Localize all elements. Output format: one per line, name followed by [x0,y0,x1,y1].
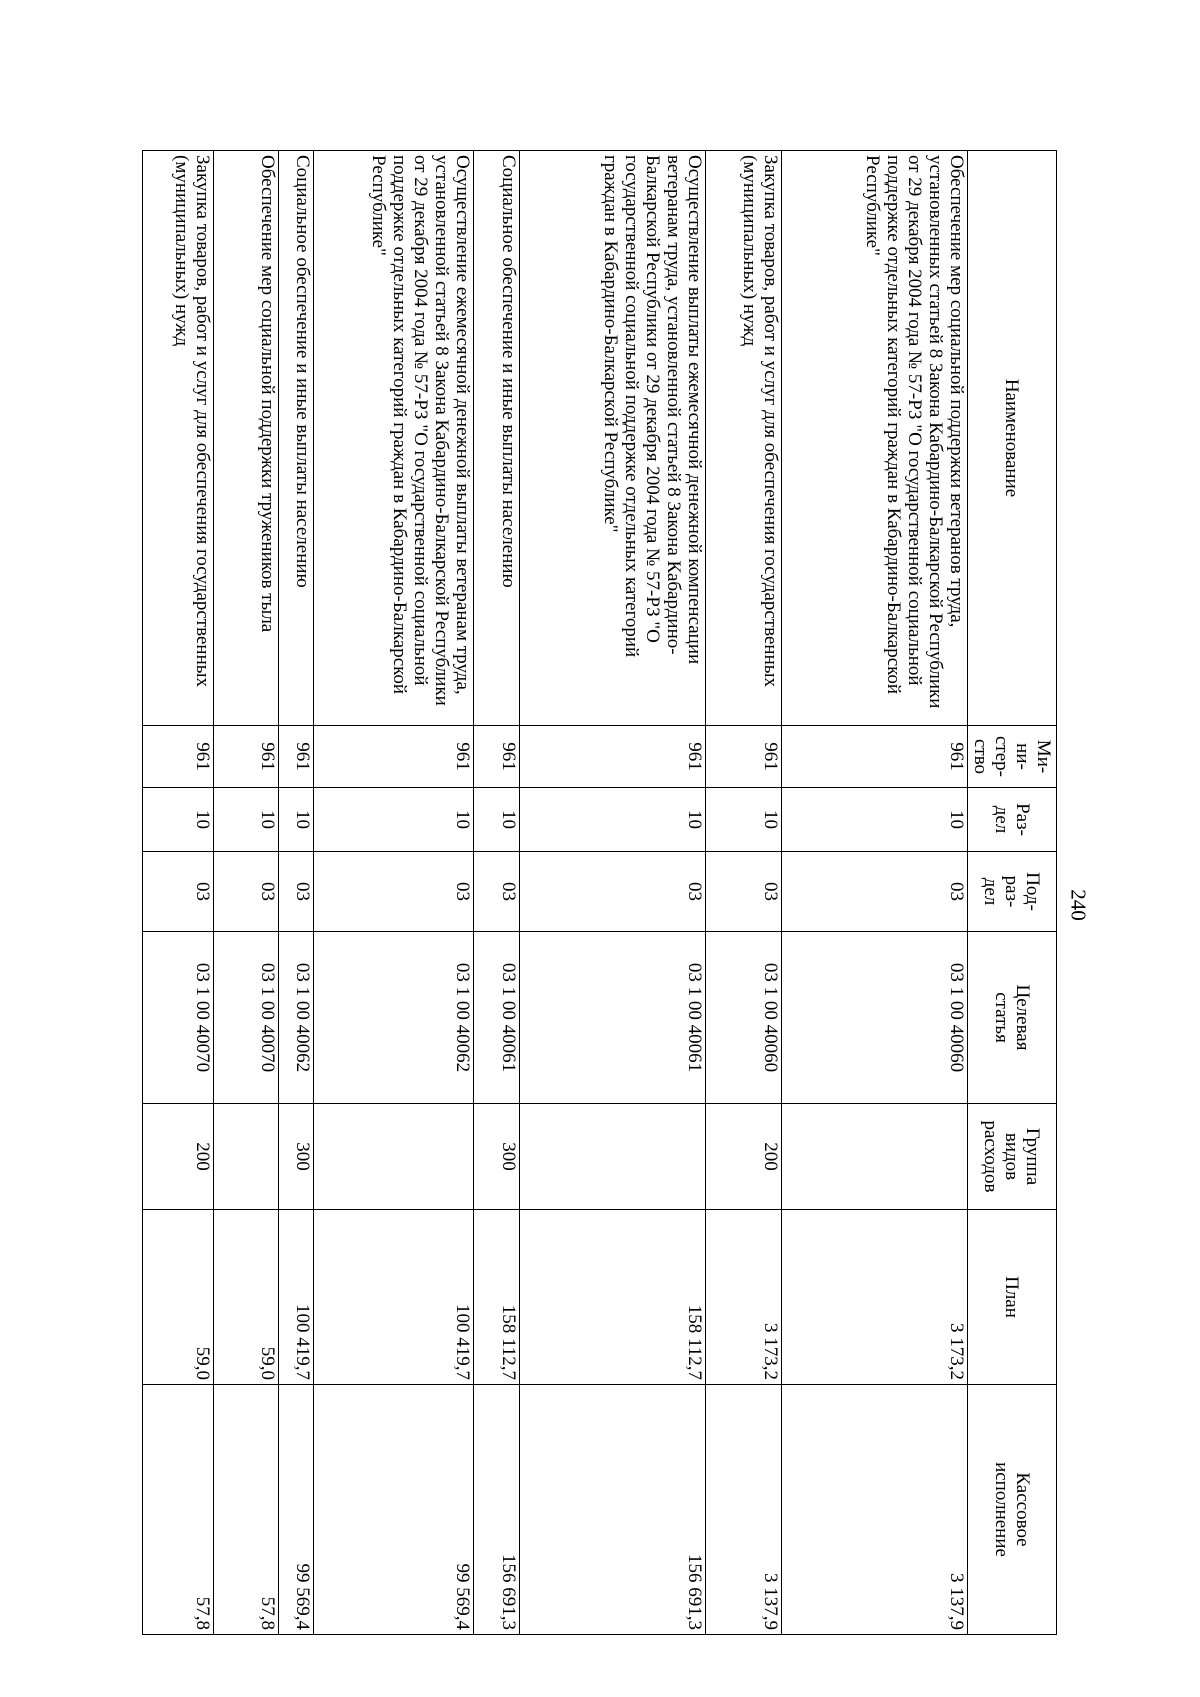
row-exec: 57,8 [143,1385,214,1635]
row-ministry: 961 [279,726,314,788]
row-subsection: 03 [143,852,214,932]
row-group: 200 [706,1104,782,1210]
header-plan: План [968,1210,1057,1385]
row-ministry: 961 [519,726,705,788]
row-group [519,1104,705,1210]
header-ministry: Ми- ни- стер- ство [968,726,1057,788]
table-row [314,151,474,1635]
header-section: Раз- дел [968,788,1057,852]
row-exec: 3 137,9 [706,1385,782,1635]
row-target: 03 1 00 40060 [781,932,967,1104]
row-subsection: 03 [279,852,314,932]
row-name: Обеспечение мер социальной поддержки ветеранов труда, установленных статьей 8 Закона Кабардино-Балкарской Республики от 29 декабря 2004 года № 57-РЗ "О государственной социальной поддержке отдельных категорий граждан в Кабардино-Балкарской Республике" [781,151,967,726]
row-target: 03 1 00 40062 [314,932,474,1104]
row-exec: 99 569,4 [279,1385,314,1635]
row-subsection: 03 [519,852,705,932]
row-subsection: 03 [213,852,278,932]
row-group: 300 [279,1104,314,1210]
header-target: Целевая статья [968,932,1057,1104]
row-subsection: 03 [314,852,474,932]
row-subsection: 03 [474,852,519,932]
row-plan: 3 173,2 [706,1210,782,1385]
row-section: 10 [474,788,519,852]
header-group: Группа видов расходов [968,1104,1057,1210]
table-row [474,151,519,1635]
row-exec: 99 569,4 [314,1385,474,1635]
row-group: 200 [143,1104,214,1210]
table-row [706,151,782,1635]
header-name: Наименование [968,151,1057,726]
row-group [213,1104,278,1210]
rotated-table-container [142,150,1057,1634]
row-plan: 3 173,2 [781,1210,967,1385]
row-ministry: 961 [213,726,278,788]
rotated-table-wrapper [142,150,1057,1634]
row-plan: 59,0 [213,1210,278,1385]
row-name: Закупка товаров, работ и услуг для обеспечения государственных (муниципальных) нужд [706,151,782,726]
row-name: Осуществление выплаты ежемесячной денежной компенсации ветеранам труда, установленной статьей 8 Закона Кабардино-Балкарской Республики от 29 декабря 2004 года № 57-РЗ "О государственной социальной поддержке отдельных категорий граждан в Кабардино-Балкарской Республике" [519,151,705,726]
row-subsection: 03 [706,852,782,932]
row-name: Осуществление ежемесячной денежной выплаты ветеранам труда, установленной статьей 8 Закона Кабардино-Балкарской Республики от 29 декабря 2004 года № 57-РЗ "О государственной социальной поддержке отдельных категорий граждан в Кабардино-Балкарской Республике" [314,151,474,726]
row-ministry: 961 [781,726,967,788]
row-section: 10 [143,788,214,852]
row-group [781,1104,967,1210]
table-row [213,151,278,1635]
row-plan: 59,0 [143,1210,214,1385]
row-target: 03 1 00 40062 [279,932,314,1104]
row-group [314,1104,474,1210]
row-section: 10 [706,788,782,852]
budget-table [142,150,1057,1635]
row-ministry: 961 [706,726,782,788]
row-ministry: 961 [314,726,474,788]
row-name: Социальное обеспечение и иные выплаты населению [474,151,519,726]
row-ministry: 961 [474,726,519,788]
page-number: 240 [1066,889,1091,921]
table-header-row [968,151,1057,1635]
row-target: 03 1 00 40061 [519,932,705,1104]
row-section: 10 [519,788,705,852]
table-row [143,151,214,1635]
row-plan: 100 419,7 [314,1210,474,1385]
row-target: 03 1 00 40070 [143,932,214,1104]
row-exec: 57,8 [213,1385,278,1635]
table-row [781,151,967,1635]
row-subsection: 03 [781,852,967,932]
row-plan: 100 419,7 [279,1210,314,1385]
row-ministry: 961 [143,726,214,788]
table-row [519,151,705,1635]
row-section: 10 [279,788,314,852]
row-plan: 158 112,7 [519,1210,705,1385]
row-target: 03 1 00 40060 [706,932,782,1104]
header-subsection: Под- раз- дел [968,852,1057,932]
row-exec: 156 691,3 [474,1385,519,1635]
row-target: 03 1 00 40061 [474,932,519,1104]
row-section: 10 [781,788,967,852]
row-section: 10 [314,788,474,852]
table-row [279,151,314,1635]
header-exec: Кассовое исполнение [968,1385,1057,1635]
row-exec: 156 691,3 [519,1385,705,1635]
row-group: 300 [474,1104,519,1210]
row-target: 03 1 00 40070 [213,932,278,1104]
row-name: Обеспечение мер социальной поддержки тружеников тыла [213,151,278,726]
row-name: Закупка товаров, работ и услуг для обеспечения государственных (муниципальных) нужд [143,151,214,726]
row-plan: 158 112,7 [474,1210,519,1385]
row-name: Социальное обеспечение и иные выплаты населению [279,151,314,726]
row-section: 10 [213,788,278,852]
row-exec: 3 137,9 [781,1385,967,1635]
